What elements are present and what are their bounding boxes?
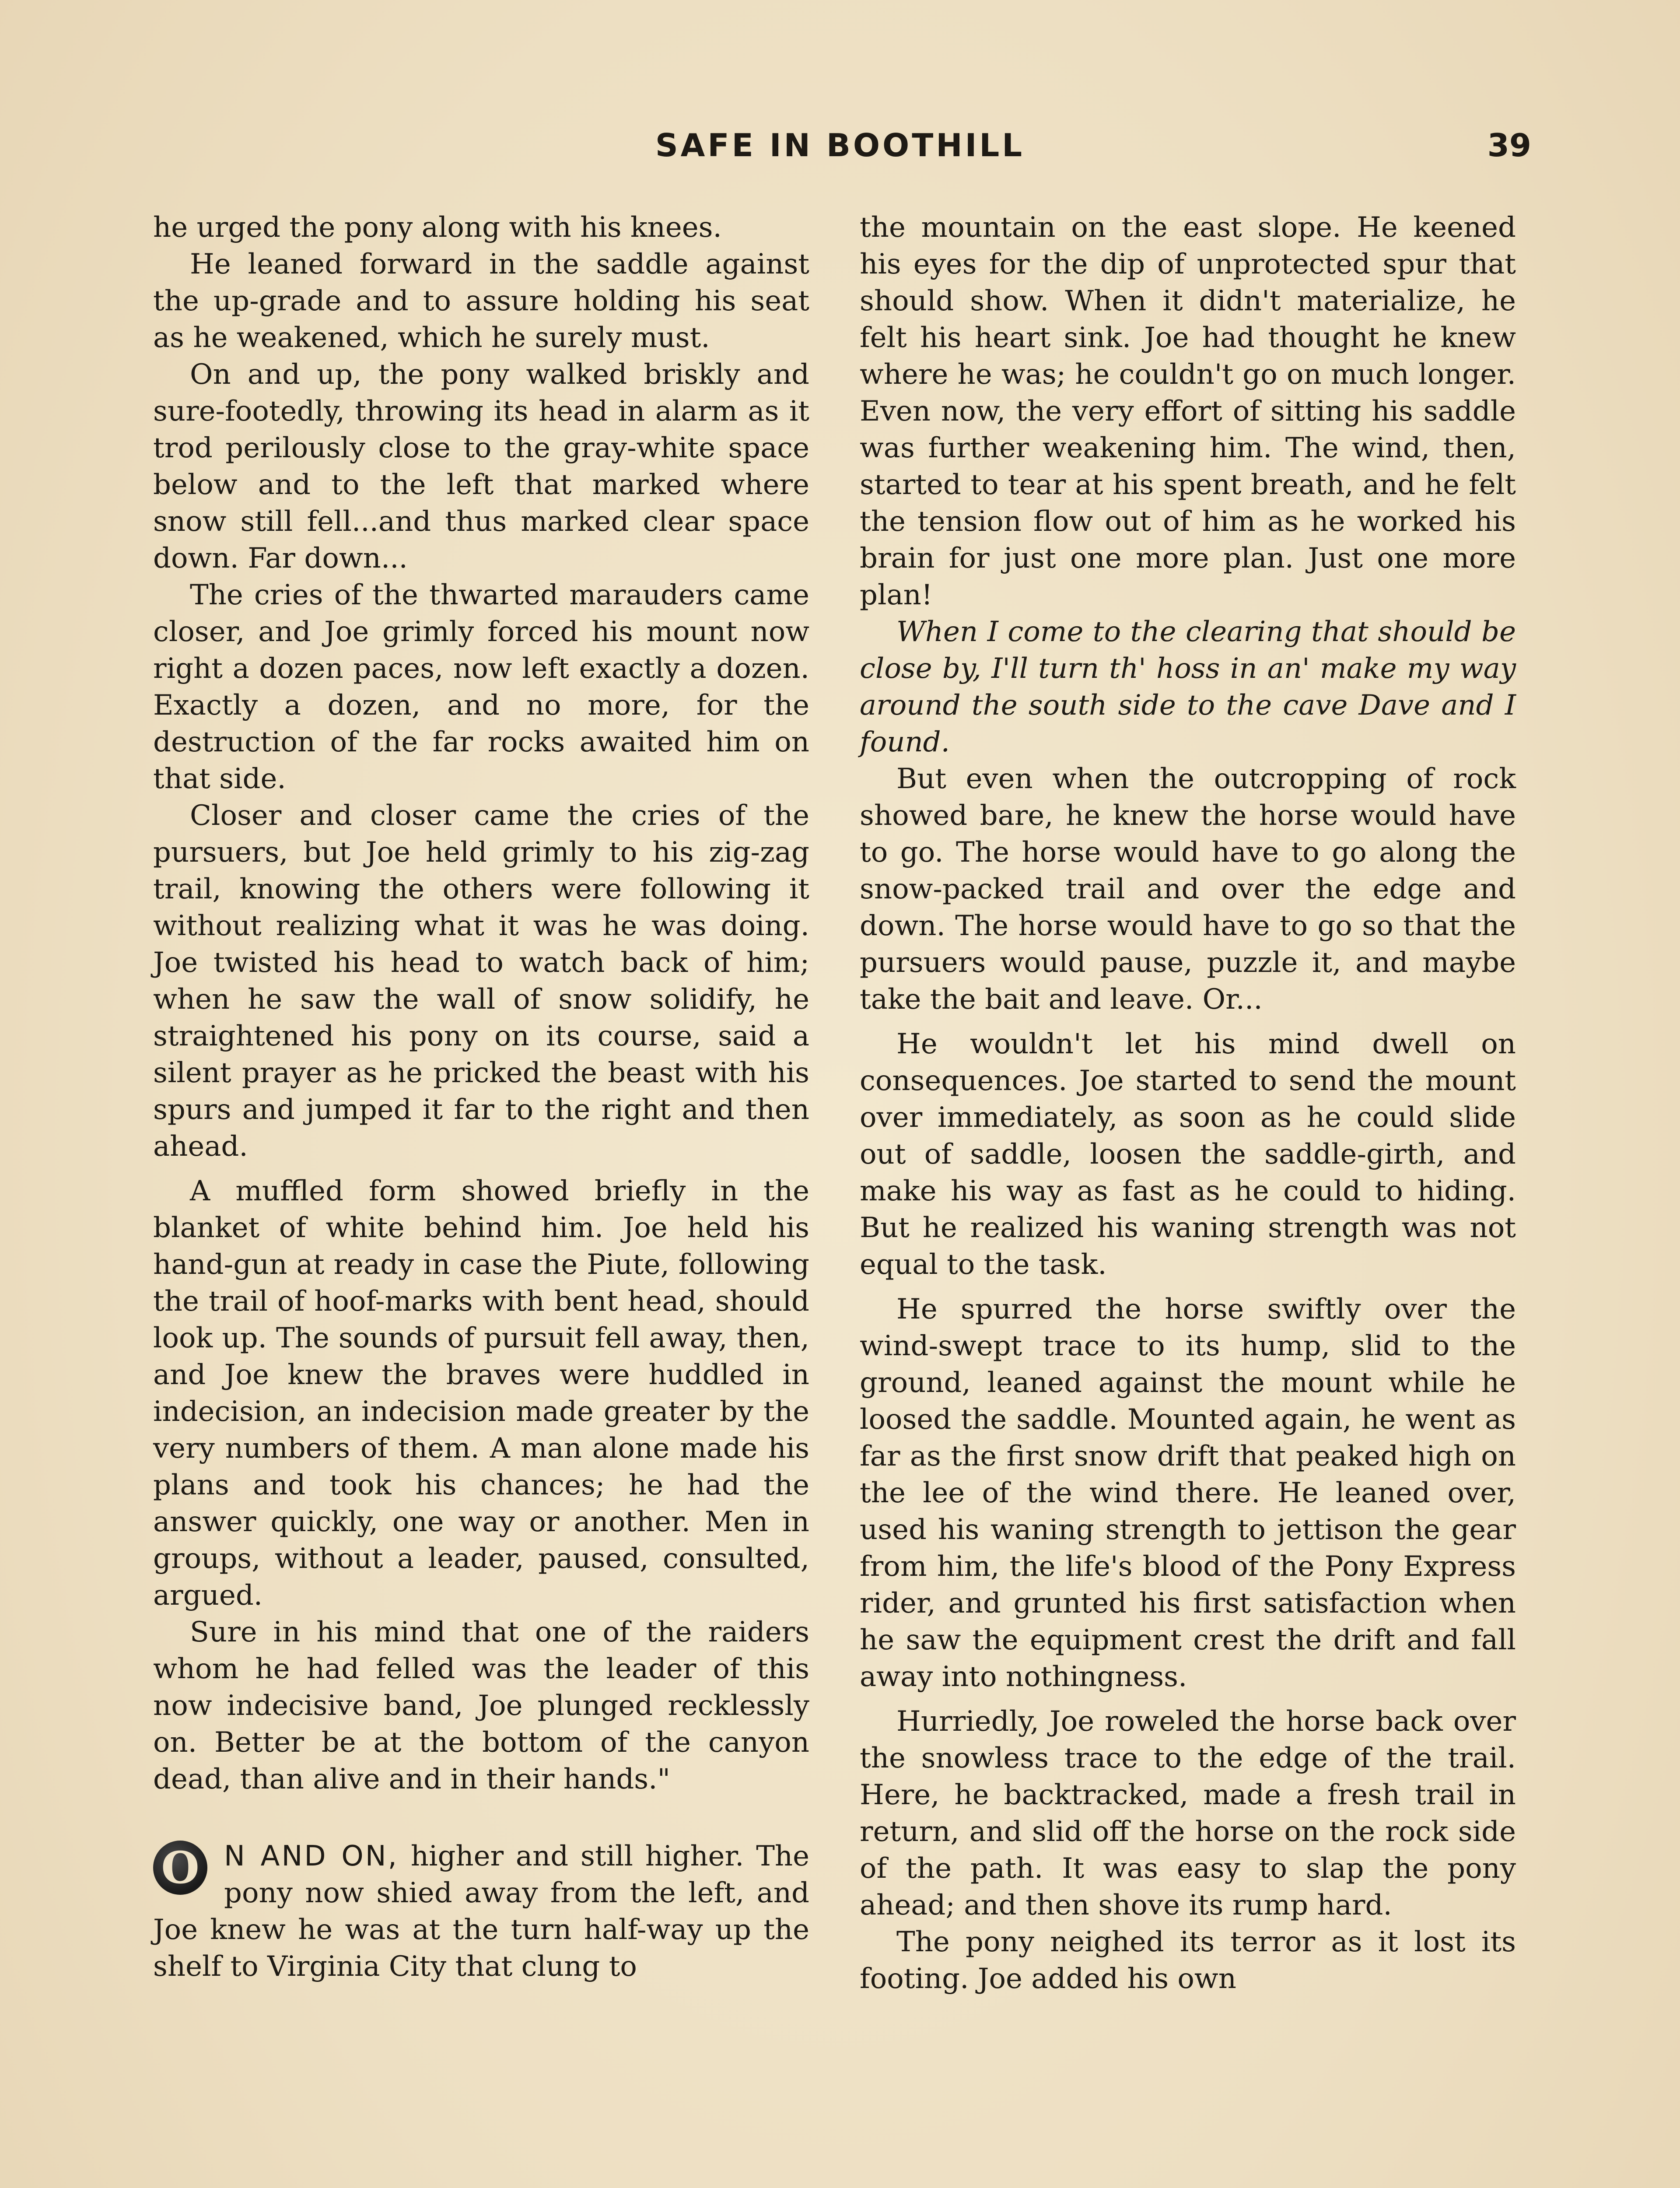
paragraph: A muffled form showed briefly in the blanket of white behind him. Joe held his hand-gun at ready in case the Piute, following the trail of hoof-marks with bent head, should look up. The sounds of pursuit fell away, then, and Joe knew the braves were huddled in indecision, an indecision made greater by the very numbers of them. A man alone made his plans and took his chances; he had the answer quickly, one way or another. Men in groups, without a leader, paused, consulted, argued. [153,1175,809,1612]
running-head: SAFE IN BOOTHILL [655,127,1025,164]
section-paragraph [153,1838,809,1985]
italic-thought-paragraph: When I come to the clearing that should be close by, I'll turn th' hoss in an' make my way around the south side to the cave Dave and I found. [860,616,1516,758]
section-text: higher and still higher. The pony now shied away from the left, and Joe knew he was at the turn half-way up the shelf to Virginia City that clung to [153,1840,810,1983]
paragraph: He spurred the horse swiftly over the wind-swept trace to its hump, slid to the ground, leaned against the mount while he loosed the saddle. Mounted again, he went as far as the first snow drift that peaked high on the lee of the wind there. He leaned over, used his waning strength to jettison the gear from him, the life's blood of the Pony Express rider, and grunted his first satisfaction when he saw the equipment crest the drift and fall away into nothingness. [860,1293,1516,1693]
paragraph: the mountain on the east slope. He keened his eyes for the dip of unprotected spur that should show. When it didn't materialize, he felt his heart sink. Joe had thought he knew where he was; he couldn't go on much longer. Even now, the very effort of sitting his saddle was further weakening him. The wind, then, started to tear at his spent breath, and he felt the tension flow out of him as he worked his brain for just one more plan. Just one more plan! [860,211,1516,611]
page-header [149,127,1531,175]
left-column [153,209,809,1985]
paragraph: The pony neighed its terror as it lost its footing. Joe added his own [860,1926,1516,1995]
lead-in-text: N AND ON, [224,1840,399,1872]
paragraph: he urged the pony along with his knees. [153,211,722,244]
paragraph: He leaned forward in the saddle against the up-grade and to assure holding his seat as he weakened, which he surely must. [153,248,809,354]
paragraph: On and up, the pony walked briskly and sure-footedly, throwing its head in alarm as it trod perilously close to the gray-white space below and to the left that marked where snow still fell...and thus marked clear space down. Far down... [153,358,809,575]
right-column [860,209,1516,1997]
paragraph: Closer and closer came the cries of the pursuers, but Joe held grimly to his zig-zag trail, knowing the others were following it without realizing what it was he was doing. Joe twisted his head to watch back of him; when he saw the wall of snow solidify, he straightened his pony on its course, said a silent prayer as he pricked the beast with his spurs and jumped it far to the right and then ahead. [153,799,809,1163]
paragraph: Hurriedly, Joe roweled the horse back over the snowless trace to the edge of the trail. Here, he backtracked, made a fresh trail in return, and slid off the horse on the rock side of the path. It was easy to slap the pony ahead; and then shove its rump hard. [860,1705,1516,1922]
paragraph: But even when the outcropping of rock showed bare, he knew the horse would have to go. The horse would have to go along the snow-packed trail and over the edge and down. The horse would have to go so that the pursuers would pause, puzzle it, and maybe take the bait and leave. Or... [860,763,1516,1016]
paragraph: He wouldn't let his mind dwell on consequences. Joe started to send the mount over immediately, as soon as he could slide out of saddle, loosen the saddle-girth, and make his way as fast as he could to hiding. But he realized his waning strength was not equal to the task. [860,1028,1516,1281]
paragraph: The cries of the thwarted marauders came closer, and Joe grimly forced his mount now right a dozen paces, now left exactly a dozen. Exactly a dozen, and no more, for the destruction of the far rocks awaited him on that side. [153,579,809,795]
drop-cap-ornament [153,1841,214,1902]
page-number: 39 [1487,127,1531,164]
paragraph: Sure in his mind that one of the raiders whom he had felled was the leader of this now indecisive band, Joe plunged recklessly on. Better be at the bottom of the canyon dead, than alive and in their hands." [153,1616,809,1795]
section-opening [153,1838,809,1985]
drop-cap-letter: O [153,1841,207,1895]
